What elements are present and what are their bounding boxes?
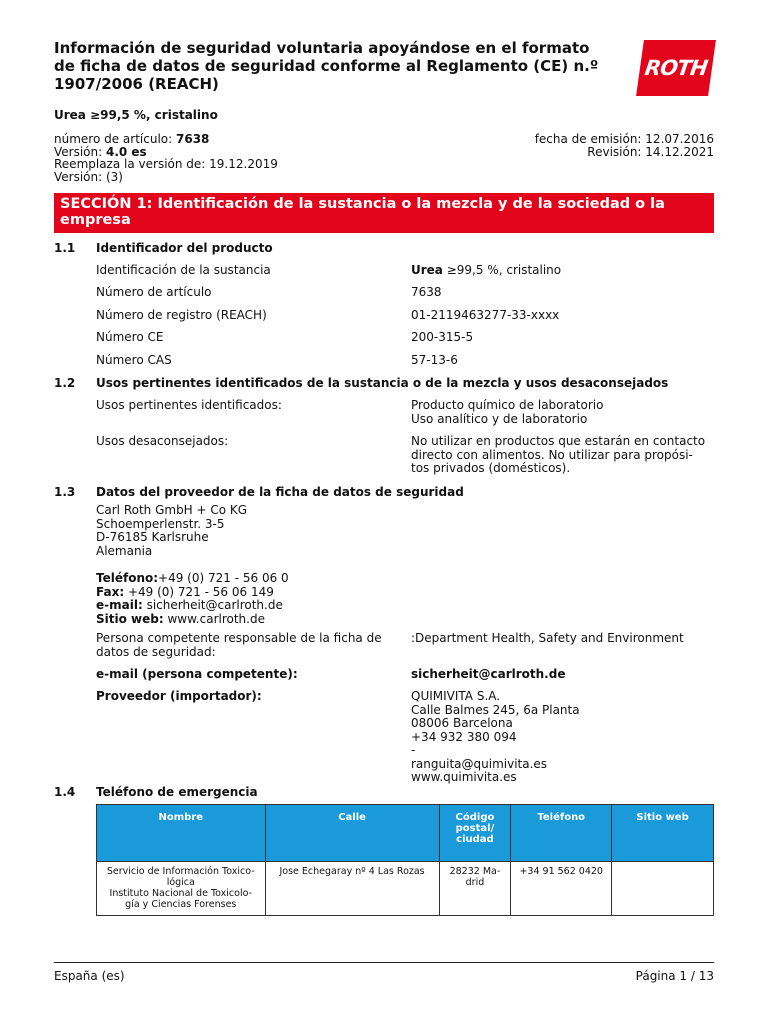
- table-cell: +34 91 562 0420: [511, 862, 612, 916]
- issue-date: fecha de emisión: 12.07.2016: [534, 132, 714, 146]
- version-line: Versión: 4.0 es: [54, 144, 147, 159]
- table-row: [97, 862, 714, 916]
- field-value: :Department Health, Safety and Environment: [411, 631, 684, 645]
- field-label: e-mail (persona competente):: [96, 667, 298, 681]
- field-value: sicherheit@carlroth.de: [411, 667, 566, 681]
- field-label: Número de artículo: [96, 285, 212, 299]
- column-header: Código postal/ ciudad: [439, 805, 511, 862]
- page-number: Página 1 / 13: [635, 969, 714, 983]
- column-header: Teléfono: [511, 805, 612, 862]
- field-value: 200-315-5: [411, 330, 474, 344]
- field-value: 57-13-6: [411, 353, 458, 367]
- field-label: Número de registro (REACH): [96, 308, 267, 322]
- supplier-contact: Teléfono:+49 (0) 721 - 56 06 0 Fax: +49 (0) 721 - 56 06 149 e-mail: sicherheit@carlroth.de Sitio web: www.carlroth.de: [96, 571, 289, 626]
- supplier-address: Carl Roth GmbH + Co KG Schoemperlenstr. 3-5 D-76185 Karlsruhe Alemania: [96, 503, 248, 558]
- footer-divider: [54, 962, 714, 963]
- previous-version-line: Versión: (3): [54, 169, 123, 184]
- field-value: Producto químico de laboratorio Uso analítico y de laboratorio: [411, 398, 604, 426]
- subsection-title: Usos pertinentes identificados de la sustancia o de la mezcla y usos desaconsejados: [96, 376, 669, 390]
- table-header-row: [97, 805, 714, 862]
- document-meta: [54, 133, 278, 183]
- revision-date: Revisión: 14.12.2021: [587, 144, 714, 159]
- website: www.carlroth.de: [163, 611, 265, 626]
- field-label: Usos pertinentes identificados:: [96, 398, 282, 412]
- document-title: Información de seguridad voluntaria apoyándose en el formato de ficha de datos de seguridad conforme al Reglamento (CE) n.º 1907/2006 (REACH): [54, 39, 599, 93]
- document-dates: [535, 133, 714, 158]
- subsection-title: Datos del proveedor de la ficha de datos de seguridad: [96, 485, 464, 499]
- section-1-header: SECCIÓN 1: Identificación de la sustancia o la mezcla y de la sociedad o la empresa: [54, 193, 714, 233]
- field-value: 01-2119463277-33-xxxx: [411, 308, 560, 322]
- subsection-number: 1.4: [54, 785, 76, 799]
- table-cell: [612, 862, 714, 916]
- email-address: sicherheit@carlroth.de: [142, 598, 283, 612]
- importer-details: QUIMIVITA S.A. Calle Balmes 245, 6a Planta 08006 Barcelona +34 932 380 094 - ranguita@quimivita.es www.quimivita.es: [411, 689, 580, 784]
- subsection-number: 1.2: [54, 376, 76, 390]
- field-label: Persona competente responsable de la ficha de datos de seguridad:: [96, 631, 382, 659]
- replaces-line: Reemplaza la versión de: 19.12.2019: [54, 157, 278, 171]
- field-label: Identificación de la sustancia: [96, 263, 271, 277]
- field-label: Usos desaconsejados:: [96, 434, 229, 448]
- version-number: 4.0 es: [105, 144, 147, 159]
- logo-text: ROTH: [643, 56, 709, 80]
- field-label: Número CE: [96, 330, 164, 344]
- product-name: Urea ≥99,5 %, cristalino: [54, 108, 218, 122]
- subsection-number: 1.1: [54, 241, 76, 255]
- article-number-line: número de artículo: 7638: [54, 132, 210, 146]
- field-value: No utilizar en productos que estarán en contacto directo con alimentos. No utilizar para propósi- tos privados (domésticos).: [411, 434, 706, 475]
- footer-country: España (es): [54, 969, 125, 983]
- subsection-title: Identificador del producto: [96, 241, 273, 255]
- registered-mark: ®: [704, 40, 712, 49]
- subsection-title: Teléfono de emergencia: [96, 785, 258, 799]
- field-value: 7638: [411, 285, 442, 299]
- phone-number: +49 (0) 721 - 56 06 0: [158, 571, 289, 585]
- table-cell: Servicio de Información Toxico- lógica Instituto Nacional de Toxicolo- gía y Ciencias Forenses: [97, 862, 266, 916]
- table-cell: 28232 Ma- drid: [439, 862, 511, 916]
- subsection-number: 1.3: [54, 485, 76, 499]
- column-header: Calle: [265, 805, 439, 862]
- field-label: Número CAS: [96, 353, 172, 367]
- column-header: Sitio web: [612, 805, 714, 862]
- field-label: Proveedor (importador):: [96, 689, 262, 703]
- column-header: Nombre: [97, 805, 266, 862]
- fax-number: +49 (0) 721 - 56 06 149: [124, 584, 274, 599]
- field-value: Urea ≥99,5 %, cristalino: [411, 263, 562, 277]
- emergency-contacts-table: [96, 804, 714, 916]
- table-cell: Jose Echegaray nº 4 Las Rozas: [265, 862, 439, 916]
- article-number: 7638: [176, 132, 210, 146]
